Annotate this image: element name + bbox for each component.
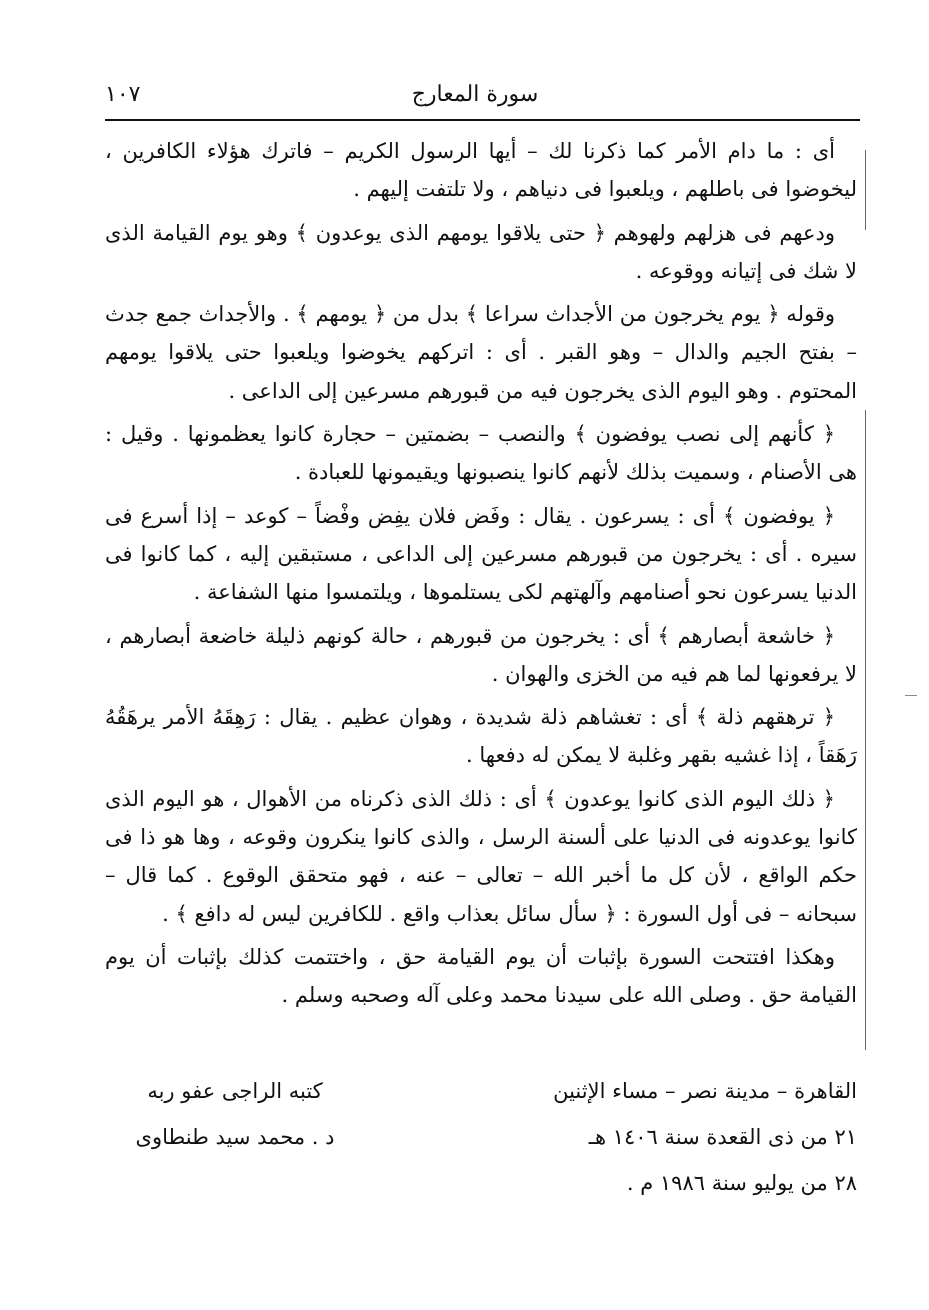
place-date: [437, 1068, 857, 1206]
page-number: ١٠٧: [105, 82, 141, 107]
paragraph: ﴿ يوفضون ﴾ أى : يسرعون . يقال : وفَض فلان يفِض وفْضاً – كوعد – إذا أسرع فى سيره . أى : يخرجون من قبورهم مسرعين إلى الداعى ، مستبقين إليه ، كما كانوا فى الدنيا يسرعون نحو أصنامهم وآلهتهم لكى يستلموها ، ويلتمسوا منها الشفاعة .: [105, 503, 857, 605]
place-line: القاهرة – مدينة نصر – مساء الإثنين: [553, 1079, 857, 1103]
page-header: [105, 82, 845, 116]
author-preface: كتبه الراجى عفو ربه: [147, 1079, 323, 1103]
paragraph: ﴿ ذلك اليوم الذى كانوا يوعدون ﴾ أى : ذلك الذى ذكرناه من الأهوال ، هو اليوم الذى كانوا يوعدونه فى الدنيا على ألسنة الرسل ، والذى كانوا ينكرون وقوعه ، وها هو ذا فى حكم الواقع ، لأن كل ما أخبر الله – تعالى – عنه ، فهو متحقق الوقوع . كما قال – سبحانه – فى أول السورة : ﴿ سأل سائل بعذاب واقع . للكافرين ليس له دافع ﴾ .: [105, 786, 857, 926]
margin-line: [865, 410, 866, 1050]
header-rule: [105, 119, 860, 121]
paragraph: ﴿ كأنهم إلى نصب يوفضون ﴾ والنصب – بضمتين – حجارة كانوا يعظمونها . وقيل : هى الأصنام ، وسميت بذلك لأنهم كانوا ينصبونها ويقيمونها للعبادة .: [105, 422, 857, 485]
author-signature: [105, 1068, 365, 1160]
margin-line: [865, 150, 866, 230]
author-name: د . محمد سيد طنطاوى: [135, 1125, 335, 1149]
gregorian-date-line: ٢٨ من يوليو سنة ١٩٨٦ م .: [626, 1171, 857, 1195]
paragraph: ﴿ ترهقهم ذلة ﴾ أى : تغشاهم ذلة شديدة ، وهوان عظيم . يقال : رَهِقَهُ الأمر يرهَقُهُ رَهَقاً ، إذا غشيه بقهر وغلبة لا يمكن له دفعها .: [105, 705, 857, 768]
margin-tick: [905, 695, 917, 696]
paragraph: أى : ما دام الأمر كما ذكرنا لك – أيها الرسول الكريم – فاترك هؤلاء الكافرين ، ليخوضوا فى باطلهم ، ويلعبوا فى دنياهم ، ولا تلتفت إليهم .: [105, 139, 857, 202]
paragraph: ﴿ خاشعة أبصارهم ﴾ أى : يخرجون من قبورهم ، حالة كونهم ذليلة خاضعة أبصارهم ، لا يرفعونها لما هم فيه من الخزى والهوان .: [105, 623, 857, 686]
body-text: [105, 132, 857, 1020]
surah-title: سورة المعارج: [411, 82, 539, 107]
paragraph: ودعهم فى هزلهم ولهوهم ﴿ حتى يلاقوا يومهم الذى يوعدون ﴾ وهو يوم القيامة الذى لا شك فى إتيانه ووقوعه .: [105, 220, 857, 283]
signature-block: [105, 1068, 857, 1208]
paragraph: وهكذا افتتحت السورة بإثبات أن يوم القيامة حق ، واختتمت كذلك بإثبات أن يوم القيامة حق . وصلى الله على سيدنا محمد وعلى آله وصحبه وسلم .: [105, 944, 857, 1008]
paragraph: وقوله ﴿ يوم يخرجون من الأجداث سراعا ﴾ بدل من ﴿ يومهم ﴾ . والأجداث جمع جدث – بفتح الجيم والدال – وهو القبر . أى : اتركهم يخوضوا ويلعبوا حتى يلاقوا يومهم المحتوم . وهو اليوم الذى يخرجون فيه من قبورهم مسرعين إلى الداعى .: [105, 302, 858, 403]
hijri-date-line: ٢١ من ذى القعدة سنة ١٤٠٦ هـ: [588, 1125, 857, 1149]
